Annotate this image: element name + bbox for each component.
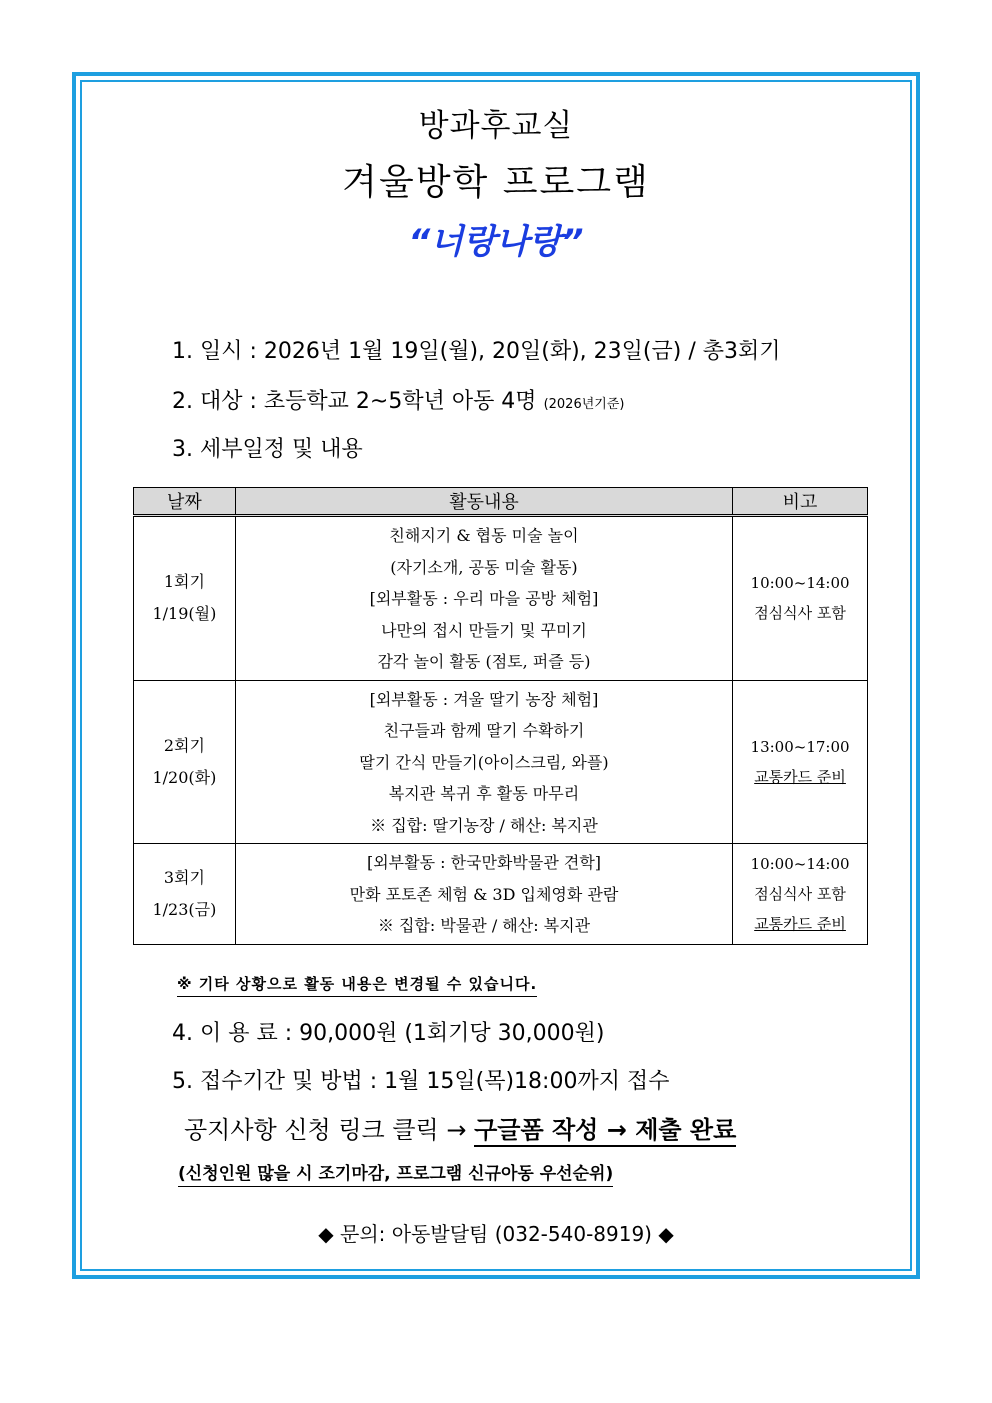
apply-method-plain: 공지사항 신청 링크 클릭 →: [184, 1116, 475, 1144]
activity-line: 나만의 접시 만들기 및 꾸미기: [381, 620, 587, 640]
activity-line: 복지관 복귀 후 활동 마무리: [388, 784, 580, 803]
date-line: 1. 일시 : 2026년 1월 19일(월), 20일(화), 23일(금) / 총3회기: [172, 339, 781, 364]
session-date: 1/19(월): [152, 604, 217, 624]
session-cell: [134, 680, 236, 844]
notes-cell: [733, 516, 868, 681]
activity-line: 만화 포토존 체험 & 3D 입체영화 관람: [349, 884, 619, 904]
target-text: 2. 대상 : 초등학교 2~5학년 아동 4명: [172, 389, 537, 414]
session-date: 1/20(화): [152, 767, 217, 787]
org-title: 방과후교실: [418, 108, 574, 144]
session-cell: [134, 844, 236, 945]
activity-line: 친해지기 & 협동 미술 놀이: [389, 526, 579, 545]
apply-method-bold: 구글폼 작성 → 제출 완료: [474, 1116, 736, 1147]
activity-line: [외부활동 : 한국만화박물관 견학]: [366, 853, 602, 872]
activity-line: [외부활동 : 우리 마을 공방 체험]: [369, 589, 599, 608]
target-note: (2026년기준): [543, 397, 625, 412]
apply-line: 5. 접수기간 및 방법 : 1월 15일(목)18:00까지 접수: [172, 1069, 670, 1094]
header-notes: 비고: [733, 488, 868, 516]
session-number: 2회기: [163, 735, 205, 755]
table-header-row: [134, 488, 868, 516]
apply-method: [184, 1110, 736, 1145]
session-cell: [134, 516, 236, 681]
note-text: 교통카드 준비: [754, 767, 846, 786]
note-time: 10:00~14:00: [750, 854, 850, 873]
session-number: 3회기: [163, 867, 205, 887]
apply-note: (신청인원 많을 시 조기마감, 프로그램 신규아동 우선순위): [178, 1159, 613, 1187]
schedule-table: [133, 487, 868, 945]
fee-line: 4. 이 용 료 : 90,000원 (1회기당 30,000원): [172, 1021, 605, 1046]
activity-cell: [235, 844, 732, 945]
note-time: 10:00~14:00: [750, 574, 850, 593]
activity-line: [외부활동 : 겨울 딸기 농장 체험]: [369, 689, 599, 709]
activity-cell: [235, 516, 732, 681]
note-text: 교통카드 준비: [754, 914, 846, 933]
note-time: 13:00~17:00: [750, 737, 850, 756]
program-subtitle: “너랑나랑”: [408, 222, 584, 262]
change-notice: ※ 기타 상황으로 활동 내용은 변경될 수 있습니다.: [177, 973, 537, 997]
activity-line: ※ 집합: 딸기농장 / 해산: 복지관: [370, 815, 598, 835]
notes-cell: [733, 844, 868, 945]
session-number: 1회기: [163, 572, 205, 592]
session-date: 1/23(금): [152, 899, 217, 919]
table-row: [134, 516, 868, 681]
note-text: 점심식사 포함: [754, 604, 846, 623]
note-text: 점심식사 포함: [754, 884, 846, 903]
header-date: 날짜: [134, 488, 236, 516]
notes-cell: [733, 680, 868, 844]
contact-line: ◆ 문의: 아동발달팀 (032-540-8919) ◆: [318, 1222, 674, 1246]
program-title: 겨울방학 프로그램: [342, 162, 650, 203]
target-line: [172, 384, 624, 415]
table-row: [134, 844, 868, 945]
activity-line: 친구들과 함께 딸기 수확하기: [383, 721, 585, 740]
table-row: [134, 680, 868, 844]
activity-line: 딸기 간식 만들기(아이스크림, 와플): [359, 752, 609, 772]
schedule-heading: 3. 세부일정 및 내용: [172, 437, 363, 462]
activity-line: 감각 놀이 활동 (점토, 퍼즐 등): [377, 652, 591, 671]
header-activity: 활동내용: [235, 488, 732, 516]
activity-cell: [235, 680, 732, 844]
activity-line: (자기소개, 공동 미술 활동): [390, 557, 578, 577]
activity-line: ※ 집합: 박물관 / 해산: 복지관: [377, 916, 591, 935]
